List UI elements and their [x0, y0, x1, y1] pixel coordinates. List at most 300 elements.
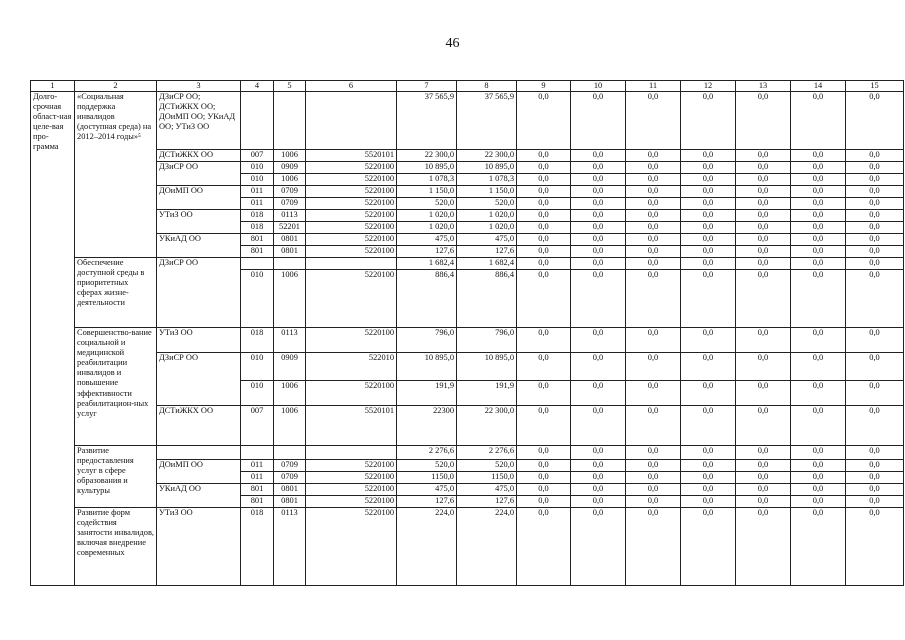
- zero-value-cell: 0,0: [517, 174, 571, 186]
- zero-value-cell: 0,0: [571, 460, 626, 472]
- page-number: 46: [445, 36, 460, 51]
- zero-value-cell: 0,0: [571, 472, 626, 484]
- target-code-cell: 5220100: [306, 198, 397, 210]
- table-row: [31, 328, 904, 353]
- zero-value-cell: 0,0: [681, 472, 736, 484]
- zero-value-cell: 0,0: [626, 472, 681, 484]
- zero-value-cell: 0,0: [791, 406, 846, 446]
- total-amount-cell: 1 682,4: [397, 258, 457, 270]
- zero-value-cell: 0,0: [626, 246, 681, 258]
- zero-value-cell: 0,0: [736, 198, 791, 210]
- zero-value-cell: 0,0: [736, 270, 791, 328]
- admin-code-cell: 018: [241, 222, 274, 234]
- target-code-cell: 5220100: [306, 234, 397, 246]
- zero-value-cell: 0,0: [571, 186, 626, 198]
- year-amount-cell: 520,0: [457, 198, 517, 210]
- zero-value-cell: 0,0: [626, 328, 681, 353]
- zero-value-cell: 0,0: [846, 246, 904, 258]
- section-code-cell: 0113: [274, 210, 306, 222]
- total-amount-cell: 10 895,0: [397, 162, 457, 174]
- zero-value-cell: 0,0: [846, 460, 904, 472]
- zero-value-cell: 0,0: [626, 381, 681, 406]
- section-code-cell: 1006: [274, 174, 306, 186]
- zero-value-cell: 0,0: [681, 381, 736, 406]
- column-header: 5: [274, 81, 306, 92]
- total-amount-cell: 1 078,3: [397, 174, 457, 186]
- section-code-cell: 0801: [274, 246, 306, 258]
- zero-value-cell: 0,0: [791, 270, 846, 328]
- year-amount-cell: 2 276,6: [457, 446, 517, 460]
- zero-value-cell: 0,0: [626, 446, 681, 460]
- zero-value-cell: 0,0: [736, 496, 791, 508]
- zero-value-cell: 0,0: [571, 446, 626, 460]
- admin-code-cell: [241, 258, 274, 270]
- table-row: [31, 353, 904, 381]
- zero-value-cell: 0,0: [846, 186, 904, 198]
- zero-value-cell: 0,0: [791, 446, 846, 460]
- zero-value-cell: 0,0: [571, 258, 626, 270]
- column-header: 1: [31, 81, 75, 92]
- program-type-cell: Долго-срочная област-ная целе-вая про-грамма: [31, 92, 75, 586]
- zero-value-cell: 0,0: [626, 210, 681, 222]
- zero-value-cell: 0,0: [571, 246, 626, 258]
- zero-value-cell: 0,0: [517, 198, 571, 210]
- zero-value-cell: 0,0: [846, 484, 904, 496]
- zero-value-cell: 0,0: [681, 258, 736, 270]
- zero-value-cell: 0,0: [626, 234, 681, 246]
- zero-value-cell: 0,0: [736, 210, 791, 222]
- zero-value-cell: 0,0: [626, 460, 681, 472]
- zero-value-cell: 0,0: [626, 496, 681, 508]
- zero-value-cell: 0,0: [681, 484, 736, 496]
- zero-value-cell: 0,0: [571, 484, 626, 496]
- zero-value-cell: 0,0: [626, 508, 681, 586]
- year-amount-cell: 127,6: [457, 496, 517, 508]
- table-row: [31, 406, 904, 446]
- zero-value-cell: 0,0: [681, 328, 736, 353]
- executor-cell: ДЗиСР ОО: [157, 162, 241, 186]
- zero-value-cell: 0,0: [791, 162, 846, 174]
- zero-value-cell: 0,0: [846, 472, 904, 484]
- zero-value-cell: 0,0: [517, 446, 571, 460]
- zero-value-cell: 0,0: [517, 186, 571, 198]
- column-header: 3: [157, 81, 241, 92]
- zero-value-cell: 0,0: [571, 496, 626, 508]
- target-code-cell: [306, 446, 397, 460]
- section-code-cell: [274, 446, 306, 460]
- zero-value-cell: 0,0: [681, 353, 736, 381]
- admin-code-cell: 801: [241, 484, 274, 496]
- year-amount-cell: 191,9: [457, 381, 517, 406]
- zero-value-cell: 0,0: [517, 210, 571, 222]
- zero-value-cell: 0,0: [791, 496, 846, 508]
- zero-value-cell: 0,0: [517, 222, 571, 234]
- zero-value-cell: 0,0: [681, 92, 736, 150]
- zero-value-cell: 0,0: [791, 174, 846, 186]
- zero-value-cell: 0,0: [736, 174, 791, 186]
- zero-value-cell: 0,0: [626, 484, 681, 496]
- section-code-cell: 0709: [274, 186, 306, 198]
- target-code-cell: 5220100: [306, 246, 397, 258]
- total-amount-cell: 224,0: [397, 508, 457, 586]
- zero-value-cell: 0,0: [791, 186, 846, 198]
- zero-value-cell: 0,0: [846, 234, 904, 246]
- column-header: 12: [681, 81, 736, 92]
- table-row: [31, 258, 904, 270]
- zero-value-cell: 0,0: [791, 508, 846, 586]
- zero-value-cell: 0,0: [846, 381, 904, 406]
- total-amount-cell: 475,0: [397, 484, 457, 496]
- section-code-cell: [274, 92, 306, 150]
- zero-value-cell: 0,0: [736, 222, 791, 234]
- table-row: [31, 460, 904, 472]
- zero-value-cell: 0,0: [626, 150, 681, 162]
- admin-code-cell: [241, 92, 274, 150]
- zero-value-cell: 0,0: [681, 446, 736, 460]
- zero-value-cell: 0,0: [846, 222, 904, 234]
- zero-value-cell: 0,0: [517, 258, 571, 270]
- year-amount-cell: 475,0: [457, 484, 517, 496]
- executor-cell: УКиАД ОО: [157, 484, 241, 508]
- column-header: 10: [571, 81, 626, 92]
- zero-value-cell: 0,0: [736, 353, 791, 381]
- total-amount-cell: 10 895,0: [397, 353, 457, 381]
- zero-value-cell: 0,0: [626, 174, 681, 186]
- total-amount-cell: 796,0: [397, 328, 457, 353]
- admin-code-cell: 010: [241, 381, 274, 406]
- zero-value-cell: 0,0: [681, 496, 736, 508]
- year-amount-cell: 796,0: [457, 328, 517, 353]
- zero-value-cell: 0,0: [571, 174, 626, 186]
- zero-value-cell: 0,0: [626, 406, 681, 446]
- section-code-cell: 0801: [274, 234, 306, 246]
- zero-value-cell: 0,0: [791, 92, 846, 150]
- total-amount-cell: 127,6: [397, 246, 457, 258]
- zero-value-cell: 0,0: [791, 328, 846, 353]
- column-header: 14: [791, 81, 846, 92]
- zero-value-cell: 0,0: [681, 246, 736, 258]
- zero-value-cell: 0,0: [791, 150, 846, 162]
- admin-code-cell: 018: [241, 210, 274, 222]
- admin-code-cell: 018: [241, 328, 274, 353]
- table-row: [31, 150, 904, 162]
- zero-value-cell: 0,0: [571, 381, 626, 406]
- total-amount-cell: 520,0: [397, 198, 457, 210]
- zero-value-cell: 0,0: [571, 353, 626, 381]
- target-code-cell: 5220100: [306, 270, 397, 328]
- target-code-cell: 5220100: [306, 472, 397, 484]
- section-code-cell: [274, 258, 306, 270]
- executor-cell: ДЗиСР ОО: [157, 353, 241, 406]
- zero-value-cell: 0,0: [517, 472, 571, 484]
- year-amount-cell: 22 300,0: [457, 406, 517, 446]
- zero-value-cell: 0,0: [626, 222, 681, 234]
- target-code-cell: 5520101: [306, 150, 397, 162]
- zero-value-cell: 0,0: [517, 484, 571, 496]
- year-amount-cell: 475,0: [457, 234, 517, 246]
- target-code-cell: 5220100: [306, 381, 397, 406]
- section-code-cell: 1006: [274, 150, 306, 162]
- table-row: [31, 92, 904, 150]
- target-code-cell: 5220100: [306, 186, 397, 198]
- year-amount-cell: 10 895,0: [457, 353, 517, 381]
- zero-value-cell: 0,0: [846, 353, 904, 381]
- total-amount-cell: 1 020,0: [397, 222, 457, 234]
- zero-value-cell: 0,0: [791, 234, 846, 246]
- zero-value-cell: 0,0: [846, 198, 904, 210]
- total-amount-cell: 1 020,0: [397, 210, 457, 222]
- column-header: 8: [457, 81, 517, 92]
- zero-value-cell: 0,0: [846, 406, 904, 446]
- zero-value-cell: 0,0: [681, 406, 736, 446]
- zero-value-cell: 0,0: [681, 234, 736, 246]
- zero-value-cell: 0,0: [846, 328, 904, 353]
- zero-value-cell: 0,0: [791, 381, 846, 406]
- year-amount-cell: 22 300,0: [457, 150, 517, 162]
- zero-value-cell: 0,0: [736, 258, 791, 270]
- zero-value-cell: 0,0: [791, 353, 846, 381]
- zero-value-cell: 0,0: [681, 460, 736, 472]
- zero-value-cell: 0,0: [791, 222, 846, 234]
- zero-value-cell: 0,0: [681, 186, 736, 198]
- zero-value-cell: 0,0: [736, 508, 791, 586]
- zero-value-cell: 0,0: [626, 162, 681, 174]
- activity-cell: Совершенство-вание социальной и медицинской реабилитации инвалидов и повышение эффективности реабилитацион-ных услуг: [75, 328, 157, 446]
- section-code-cell: 52201: [274, 222, 306, 234]
- zero-value-cell: 0,0: [791, 198, 846, 210]
- total-amount-cell: 191,9: [397, 381, 457, 406]
- zero-value-cell: 0,0: [517, 353, 571, 381]
- section-code-cell: 0909: [274, 162, 306, 174]
- executor-cell: [157, 446, 241, 460]
- zero-value-cell: 0,0: [571, 270, 626, 328]
- zero-value-cell: 0,0: [846, 270, 904, 328]
- admin-code-cell: 010: [241, 270, 274, 328]
- zero-value-cell: 0,0: [736, 186, 791, 198]
- total-amount-cell: 1150,0: [397, 472, 457, 484]
- target-code-cell: [306, 258, 397, 270]
- zero-value-cell: 0,0: [846, 92, 904, 150]
- admin-code-cell: 007: [241, 406, 274, 446]
- target-code-cell: 5220100: [306, 210, 397, 222]
- zero-value-cell: 0,0: [517, 270, 571, 328]
- executor-cell: УКиАД ОО: [157, 234, 241, 258]
- executor-cell: ДЗиСР ОО; ДСТиЖКХ ОО; ДОиМП ОО; УКиАД ОО; УТиЗ ОО: [157, 92, 241, 150]
- target-code-cell: 5520101: [306, 406, 397, 446]
- activity-cell: Развитие форм содействия занятости инвалидов, включая внедрение современных: [75, 508, 157, 586]
- zero-value-cell: 0,0: [681, 162, 736, 174]
- admin-code-cell: 010: [241, 174, 274, 186]
- zero-value-cell: 0,0: [681, 210, 736, 222]
- year-amount-cell: 520,0: [457, 460, 517, 472]
- activity-cell: Развитие предоставления услуг в сфере образования и культуры: [75, 446, 157, 508]
- zero-value-cell: 0,0: [517, 328, 571, 353]
- zero-value-cell: 0,0: [571, 92, 626, 150]
- zero-value-cell: 0,0: [571, 406, 626, 446]
- zero-value-cell: 0,0: [736, 92, 791, 150]
- total-amount-cell: 127,6: [397, 496, 457, 508]
- zero-value-cell: 0,0: [681, 198, 736, 210]
- column-header: 2: [75, 81, 157, 92]
- section-code-cell: 1006: [274, 406, 306, 446]
- executor-cell: УТиЗ ОО: [157, 508, 241, 586]
- table-row: [31, 446, 904, 460]
- zero-value-cell: 0,0: [846, 174, 904, 186]
- budget-table: [30, 80, 904, 586]
- section-code-cell: 0709: [274, 460, 306, 472]
- section-code-cell: 0709: [274, 198, 306, 210]
- zero-value-cell: 0,0: [846, 258, 904, 270]
- column-header: 13: [736, 81, 791, 92]
- zero-value-cell: 0,0: [681, 270, 736, 328]
- year-amount-cell: 1 078,3: [457, 174, 517, 186]
- year-amount-cell: 1 020,0: [457, 222, 517, 234]
- executor-cell: ДЗиСР ОО: [157, 258, 241, 328]
- year-amount-cell: 1150,0: [457, 472, 517, 484]
- table-row: [31, 186, 904, 198]
- zero-value-cell: 0,0: [626, 258, 681, 270]
- total-amount-cell: 1 150,0: [397, 186, 457, 198]
- zero-value-cell: 0,0: [791, 460, 846, 472]
- target-code-cell: 522010: [306, 353, 397, 381]
- zero-value-cell: 0,0: [846, 446, 904, 460]
- admin-code-cell: 010: [241, 353, 274, 381]
- zero-value-cell: 0,0: [791, 210, 846, 222]
- zero-value-cell: 0,0: [681, 174, 736, 186]
- zero-value-cell: 0,0: [736, 472, 791, 484]
- total-amount-cell: 22 300,0: [397, 150, 457, 162]
- zero-value-cell: 0,0: [517, 92, 571, 150]
- zero-value-cell: 0,0: [791, 258, 846, 270]
- executor-cell: ДОиМП ОО: [157, 186, 241, 210]
- zero-value-cell: 0,0: [736, 381, 791, 406]
- admin-code-cell: 801: [241, 246, 274, 258]
- year-amount-cell: 10 895,0: [457, 162, 517, 174]
- admin-code-cell: 801: [241, 496, 274, 508]
- section-code-cell: 1006: [274, 270, 306, 328]
- section-code-cell: 0113: [274, 508, 306, 586]
- zero-value-cell: 0,0: [846, 508, 904, 586]
- table-row: [31, 162, 904, 174]
- zero-value-cell: 0,0: [571, 198, 626, 210]
- admin-code-cell: 011: [241, 186, 274, 198]
- admin-code-cell: [241, 446, 274, 460]
- target-code-cell: 5220100: [306, 222, 397, 234]
- zero-value-cell: 0,0: [626, 92, 681, 150]
- zero-value-cell: 0,0: [517, 234, 571, 246]
- year-amount-cell: 1 020,0: [457, 210, 517, 222]
- zero-value-cell: 0,0: [517, 496, 571, 508]
- zero-value-cell: 0,0: [626, 198, 681, 210]
- zero-value-cell: 0,0: [736, 234, 791, 246]
- column-header: 7: [397, 81, 457, 92]
- section-code-cell: 0113: [274, 328, 306, 353]
- zero-value-cell: 0,0: [571, 328, 626, 353]
- total-amount-cell: 22300: [397, 406, 457, 446]
- zero-value-cell: 0,0: [791, 472, 846, 484]
- column-header: 4: [241, 81, 274, 92]
- zero-value-cell: 0,0: [571, 508, 626, 586]
- zero-value-cell: 0,0: [736, 150, 791, 162]
- section-code-cell: 1006: [274, 381, 306, 406]
- zero-value-cell: 0,0: [626, 353, 681, 381]
- zero-value-cell: 0,0: [571, 210, 626, 222]
- zero-value-cell: 0,0: [517, 406, 571, 446]
- program-name-cell: «Социальная поддержка инвалидов (доступная среда) на 2012–2014 годы»⁵: [75, 92, 157, 258]
- column-header: 15: [846, 81, 904, 92]
- zero-value-cell: 0,0: [736, 406, 791, 446]
- table-row: [31, 234, 904, 246]
- year-amount-cell: 1 682,4: [457, 258, 517, 270]
- year-amount-cell: 127,6: [457, 246, 517, 258]
- header-row: [31, 81, 904, 92]
- section-code-cell: 0801: [274, 496, 306, 508]
- zero-value-cell: 0,0: [846, 150, 904, 162]
- zero-value-cell: 0,0: [517, 508, 571, 586]
- target-code-cell: 5220100: [306, 484, 397, 496]
- admin-code-cell: 018: [241, 508, 274, 586]
- zero-value-cell: 0,0: [571, 222, 626, 234]
- admin-code-cell: 010: [241, 162, 274, 174]
- zero-value-cell: 0,0: [517, 150, 571, 162]
- admin-code-cell: 011: [241, 472, 274, 484]
- target-code-cell: 5220100: [306, 496, 397, 508]
- column-header: 11: [626, 81, 681, 92]
- zero-value-cell: 0,0: [736, 484, 791, 496]
- target-code-cell: 5220100: [306, 460, 397, 472]
- admin-code-cell: 801: [241, 234, 274, 246]
- year-amount-cell: 37 565,9: [457, 92, 517, 150]
- section-code-cell: 0909: [274, 353, 306, 381]
- year-amount-cell: 886,4: [457, 270, 517, 328]
- target-code-cell: 5220100: [306, 174, 397, 186]
- target-code-cell: 5220100: [306, 162, 397, 174]
- executor-cell: УТиЗ ОО: [157, 328, 241, 353]
- target-code-cell: 5220100: [306, 508, 397, 586]
- total-amount-cell: 520,0: [397, 460, 457, 472]
- executor-cell: ДСТиЖКХ ОО: [157, 406, 241, 446]
- table-row: [31, 210, 904, 222]
- zero-value-cell: 0,0: [736, 162, 791, 174]
- section-code-cell: 0709: [274, 472, 306, 484]
- zero-value-cell: 0,0: [791, 246, 846, 258]
- executor-cell: ДОиМП ОО: [157, 460, 241, 484]
- zero-value-cell: 0,0: [791, 484, 846, 496]
- zero-value-cell: 0,0: [736, 460, 791, 472]
- zero-value-cell: 0,0: [626, 270, 681, 328]
- zero-value-cell: 0,0: [846, 210, 904, 222]
- zero-value-cell: 0,0: [846, 496, 904, 508]
- admin-code-cell: 007: [241, 150, 274, 162]
- admin-code-cell: 011: [241, 198, 274, 210]
- column-header: 6: [306, 81, 397, 92]
- executor-cell: УТиЗ ОО: [157, 210, 241, 234]
- zero-value-cell: 0,0: [681, 222, 736, 234]
- target-code-cell: 5220100: [306, 328, 397, 353]
- table-row: [31, 484, 904, 496]
- activity-cell: Обеспечение доступной среды в приоритетных сферах жизне-деятельности: [75, 258, 157, 328]
- zero-value-cell: 0,0: [517, 381, 571, 406]
- zero-value-cell: 0,0: [517, 246, 571, 258]
- column-header: 9: [517, 81, 571, 92]
- total-amount-cell: 2 276,6: [397, 446, 457, 460]
- zero-value-cell: 0,0: [517, 162, 571, 174]
- zero-value-cell: 0,0: [736, 328, 791, 353]
- zero-value-cell: 0,0: [736, 446, 791, 460]
- target-code-cell: [306, 92, 397, 150]
- total-amount-cell: 886,4: [397, 270, 457, 328]
- year-amount-cell: 224,0: [457, 508, 517, 586]
